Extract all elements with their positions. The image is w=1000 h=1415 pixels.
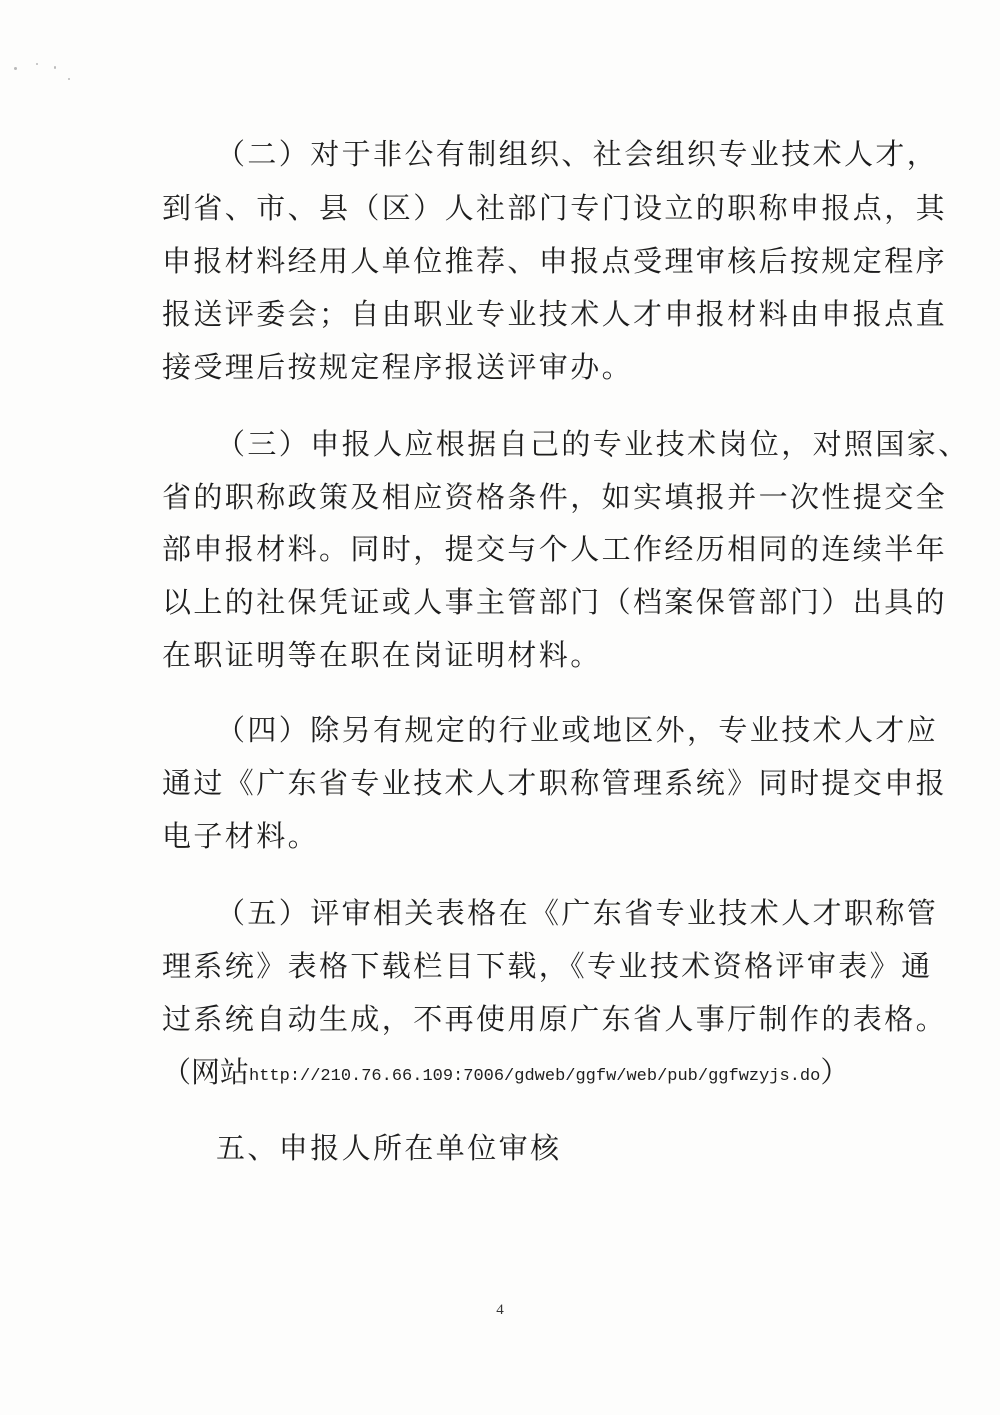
section-5-line-3: 过系统自动生成，不再使用原广东省人事厅制作的表格。 [162, 1002, 948, 1036]
heading-5: 五、申报人所在单位审核 [216, 1131, 562, 1165]
section-4-line-3: 电子材料。 [162, 819, 320, 853]
section-2-line-1: （二）对于非公有制组织、社会组织专业技术人才， [216, 137, 939, 171]
section-3-line-2: 省的职称政策及相应资格条件，如实填报并一次性提交全 [162, 480, 948, 514]
website-url: http://210.76.66.109:7006/gdweb/ggfw/web/pub/ggfwzyjs.do [249, 1067, 821, 1086]
section-2-line-3: 申报材料经用人单位推荐、申报点受理审核后按规定程序 [162, 244, 948, 278]
section-4-line-1: （四）除另有规定的行业或地区外，专业技术人才应 [216, 713, 939, 747]
section-3-line-1: （三）申报人应根据自己的专业技术岗位，对照国家、 [216, 427, 970, 461]
scan-speck [54, 66, 56, 69]
section-3-line-5: 在职证明等在职在岗证明材料。 [162, 638, 602, 672]
section-2-line-2: 到省、市、县（区）人社部门专门设立的职称申报点，其 [162, 191, 948, 225]
website-label: （网站 [162, 1055, 250, 1089]
section-5-line-1: （五）评审相关表格在《广东省专业技术人才职称管 [216, 896, 939, 930]
section-4-line-2: 通过《广东省专业技术人才职称管理系统》同时提交申报 [162, 766, 948, 800]
website-line [162, 1054, 862, 1095]
scan-speck [36, 63, 38, 65]
section-2-line-5: 接受理后按规定程序报送评审办。 [162, 350, 634, 384]
website-close: ） [820, 1055, 850, 1089]
scan-speck [68, 78, 70, 80]
section-2-line-4: 报送评委会；自由职业专业技术人才申报材料由申报点直 [162, 297, 948, 331]
section-5-line-2: 理系统》表格下载栏目下载，《专业技术资格评审表》通 [162, 949, 933, 983]
scan-speck [14, 67, 17, 70]
section-3-line-4: 以上的社保凭证或人事主管部门（档案保管部门）出具的 [162, 585, 948, 619]
section-3-line-3: 部申报材料。同时，提交与个人工作经历相同的连续半年 [162, 532, 948, 566]
page-number: 4 [496, 1302, 504, 1318]
